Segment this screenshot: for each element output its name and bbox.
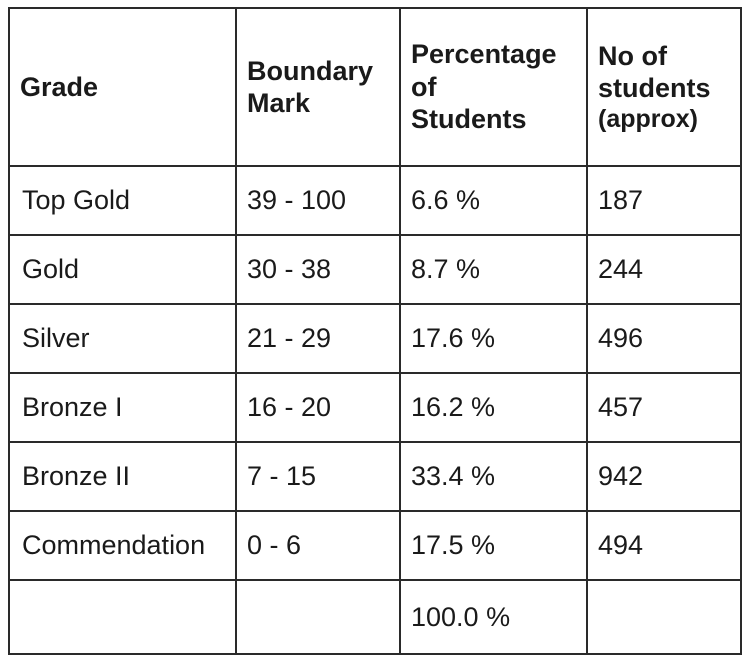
students-cell: 496 [587, 304, 741, 373]
header-number-of-students [587, 8, 741, 166]
header-percentage-line-3: Students [411, 104, 527, 135]
grade-boundary-table [8, 7, 742, 655]
total-row [9, 580, 741, 654]
grade-cell: Silver [9, 304, 236, 373]
table-row [9, 304, 741, 373]
table-row [9, 373, 741, 442]
header-students-line-1: No of [598, 40, 667, 71]
students-cell: 244 [587, 235, 741, 304]
grade-boundary-table-container [8, 7, 740, 653]
grade-cell: Bronze II [9, 442, 236, 511]
table-row [9, 511, 741, 580]
boundary-cell: 30 - 38 [236, 235, 400, 304]
header-row [9, 8, 741, 166]
header-grade-line-1: Grade [20, 71, 99, 102]
percentage-cell: 6.6 % [400, 166, 587, 235]
boundary-cell: 16 - 20 [236, 373, 400, 442]
boundary-cell: 39 - 100 [236, 166, 400, 235]
header-percentage [400, 8, 587, 166]
header-boundary-line-1: Boundary [247, 55, 374, 86]
grade-cell: Bronze I [9, 373, 236, 442]
total-boundary-cell [236, 580, 400, 654]
header-students-line-2: students [598, 73, 711, 103]
percentage-cell: 16.2 % [400, 373, 587, 442]
total-percentage-cell: 100.0 % [400, 580, 587, 654]
total-grade-cell [9, 580, 236, 654]
boundary-cell: 7 - 15 [236, 442, 400, 511]
boundary-cell: 21 - 29 [236, 304, 400, 373]
percentage-cell: 8.7 % [400, 235, 587, 304]
total-students-cell [587, 580, 741, 654]
header-students-line-3: (approx) [598, 105, 698, 134]
grade-cell: Commendation [9, 511, 236, 580]
grade-cell: Top Gold [9, 166, 236, 235]
percentage-cell: 17.5 % [400, 511, 587, 580]
header-percentage-line-2: of [411, 71, 437, 102]
students-cell: 187 [587, 166, 741, 235]
table-row [9, 442, 741, 511]
grade-cell: Gold [9, 235, 236, 304]
header-boundary-line-2: Mark [247, 88, 311, 118]
students-cell: 942 [587, 442, 741, 511]
header-grade [9, 8, 236, 166]
boundary-cell: 0 - 6 [236, 511, 400, 580]
header-percentage-line-1: Percentage [411, 39, 557, 70]
header-boundary-mark [236, 8, 400, 166]
students-cell: 457 [587, 373, 741, 442]
table-row [9, 166, 741, 235]
percentage-cell: 33.4 % [400, 442, 587, 511]
students-cell: 494 [587, 511, 741, 580]
percentage-cell: 17.6 % [400, 304, 587, 373]
table-row [9, 235, 741, 304]
